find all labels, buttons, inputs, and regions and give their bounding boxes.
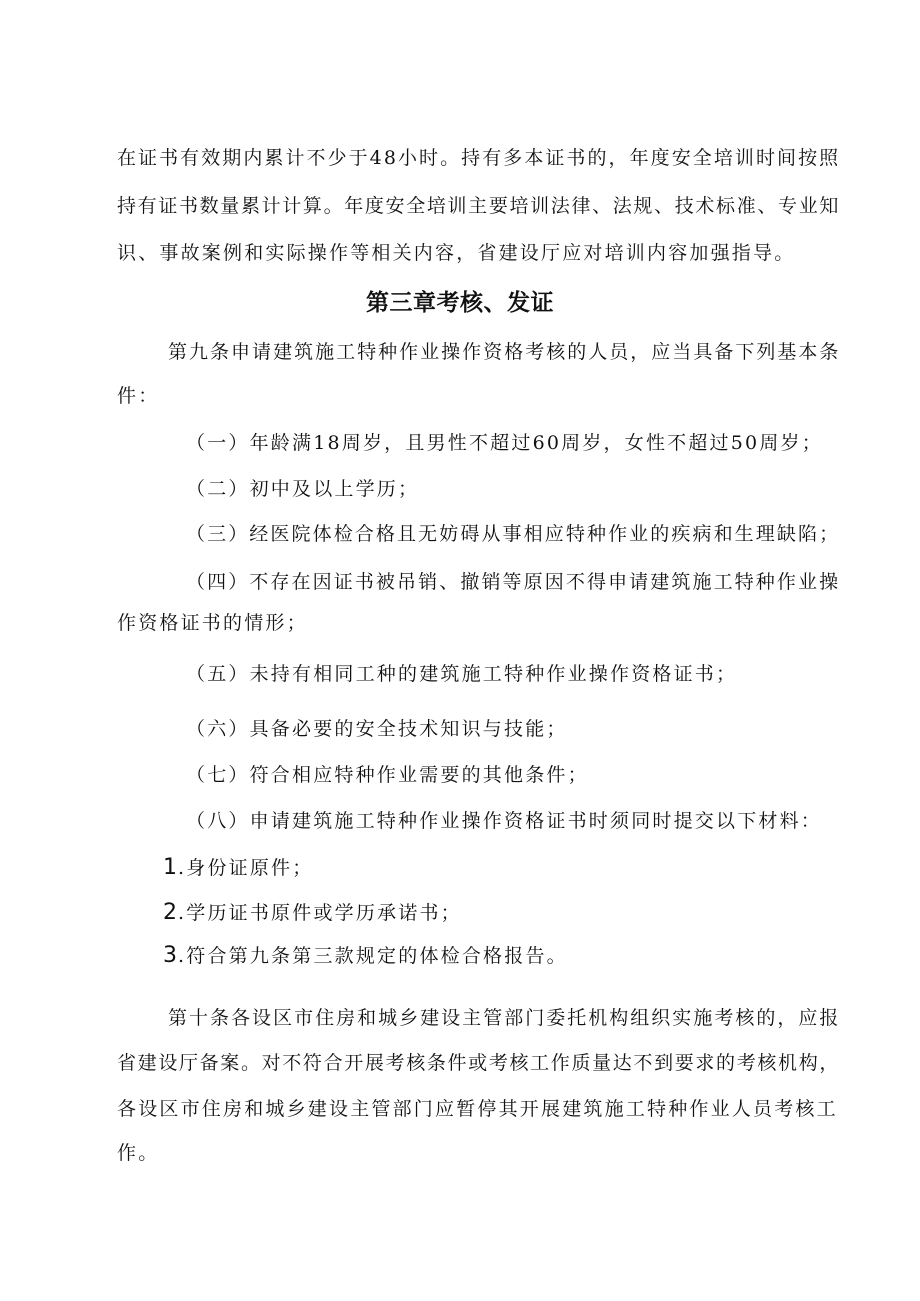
article10-line-4: 作。 xyxy=(117,1142,160,1164)
condition-item-4: （四）不存在因证书被吊销、撤销等原因不得申请建筑施工特种作业操 xyxy=(186,571,841,593)
condition-item-2: （二）初中及以上学历； xyxy=(186,478,420,500)
material-item-2 xyxy=(163,901,462,925)
condition-item-5: （五）未持有相同工种的建筑施工特种作业操作资格证书； xyxy=(186,663,738,685)
intro-line-1: 在证书有效期内累计不少于48小时。持有多本证书的，年度安全培训时间按照 xyxy=(117,147,841,169)
condition-item-6: （六）具备必要的安全技术知识与技能； xyxy=(186,718,568,740)
article10-line-3: 各设区市住房和城乡建设主管部门应暂停其开展建筑施工特种作业人员考核工 xyxy=(117,1098,838,1120)
condition-item-3: （三）经医院体检合格且无妨碍从事相应特种作业的疾病和生理缺陷； xyxy=(186,523,841,545)
material-text: .学历证书原件或学历承诺书； xyxy=(178,902,462,924)
condition-item-7: （七）符合相应特种作业需要的其他条件； xyxy=(186,764,589,786)
material-number: 3 xyxy=(163,943,178,968)
material-item-1 xyxy=(163,856,313,880)
material-number: 1 xyxy=(163,855,178,880)
material-text: .符合第九条第三款规定的体检合格报告。 xyxy=(178,945,568,967)
chapter-title: 第三章考核、发证 xyxy=(366,290,554,316)
material-item-3 xyxy=(163,944,568,968)
article10-line-1: 第十条各设区市住房和城乡建设主管部门委托机构组织实施考核的，应报 xyxy=(168,1007,841,1029)
article9-line-1: 第九条申请建筑施工特种作业操作资格考核的人员，应当具备下列基本条 xyxy=(168,341,841,363)
article10-line-2: 省建设厅备案。对不符合开展考核条件或考核工作质量达不到要求的考核机构， xyxy=(117,1052,841,1074)
intro-line-2: 持有证书数量累计计算。年度安全培训主要培训法律、法规、技术标准、专业知 xyxy=(117,195,841,217)
material-text: .身份证原件； xyxy=(178,857,314,879)
material-number: 2 xyxy=(163,900,178,925)
intro-line-3: 识、事故案例和实际操作等相关内容，省建设厅应对培训内容加强指导。 xyxy=(117,242,796,264)
article9-line-2: 件： xyxy=(117,385,160,407)
condition-item-4-cont: 作资格证书的情形； xyxy=(117,612,308,634)
condition-item-8: （八）申请建筑施工特种作业操作资格证书时须同时提交以下材料： xyxy=(186,810,823,832)
condition-item-1: （一）年龄满18周岁，且男性不超过60周岁，女性不超过50周岁； xyxy=(186,432,823,454)
